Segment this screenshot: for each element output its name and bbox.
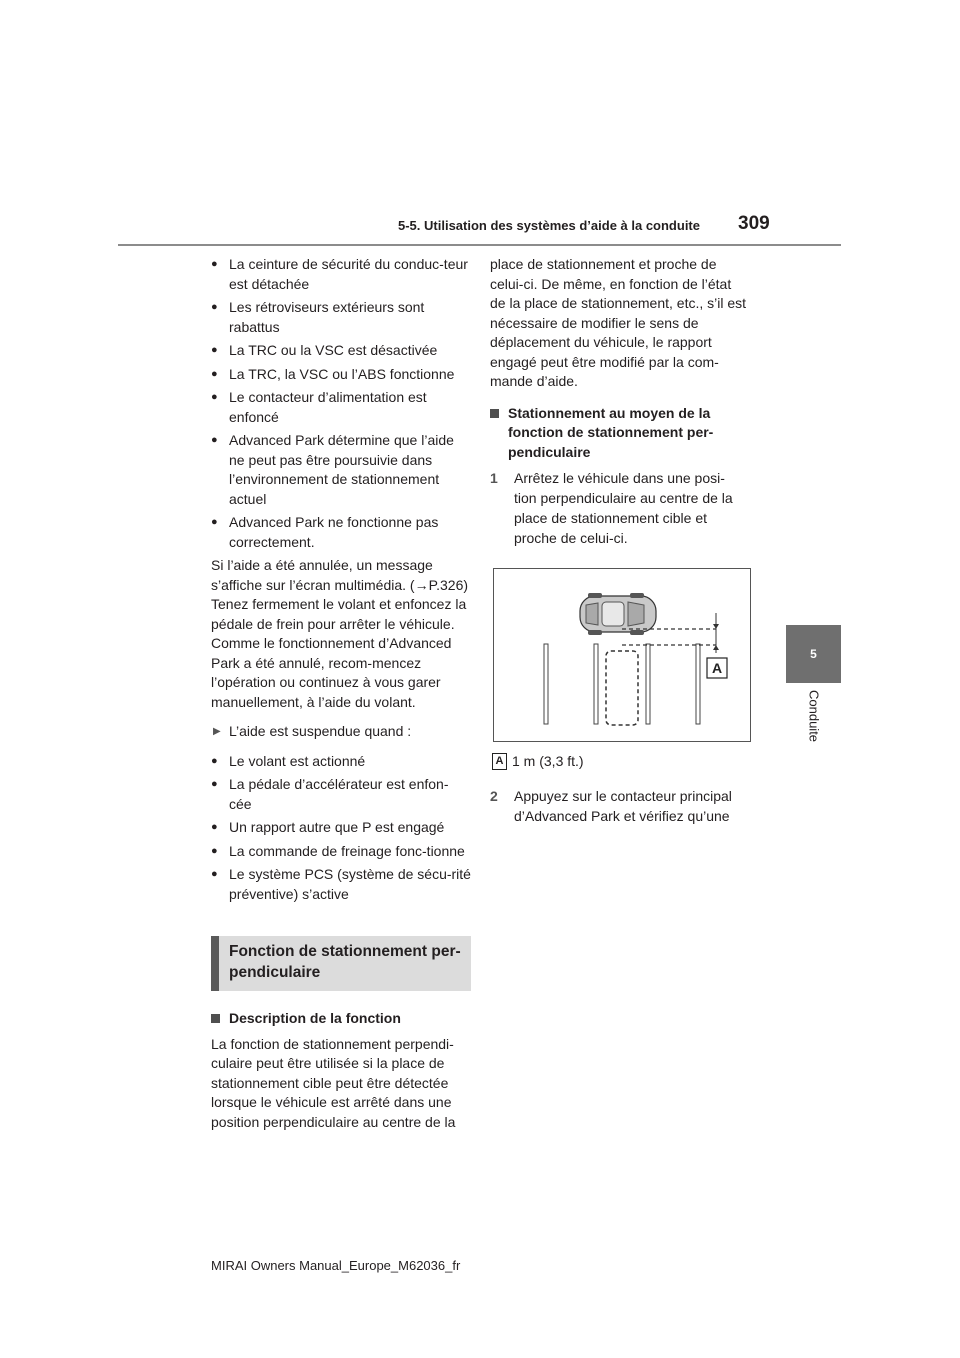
list-item: ● Le système PCS (système de sécu-rité préventive) s’active xyxy=(211,865,471,904)
parking-line xyxy=(594,644,598,724)
target-parking-space xyxy=(606,651,638,725)
step-line: Appuyez sur le contacteur principal xyxy=(514,787,732,804)
step-line: Arrêtez le véhicule dans une posi- xyxy=(514,470,725,486)
parking-diagram-svg xyxy=(494,569,750,741)
list-item: ● La commande de freinage fonc-tionne xyxy=(211,842,471,862)
suspend-heading-text: L’aide est suspendue quand : xyxy=(229,723,412,739)
list-item: ● Advanced Park ne fonctionne pas correctement. xyxy=(211,513,471,552)
step-1 xyxy=(490,468,750,548)
list-item: ● La TRC, la VSC ou l’ABS fonctionne xyxy=(211,365,471,385)
list-item: ● Le contacteur d’alimentation est enfoncé xyxy=(211,388,471,427)
parking-line xyxy=(544,644,548,724)
step-number: 1 xyxy=(490,470,498,486)
label-a: A xyxy=(711,660,723,676)
step-line: proche de celui-ci. xyxy=(514,530,628,546)
left-column xyxy=(211,255,471,1142)
chapter-label xyxy=(786,690,841,750)
chapter-label-text: Conduite xyxy=(806,690,821,743)
legend-text: 1 m (3,3 ft.) xyxy=(512,753,584,769)
arrow-up-icon xyxy=(713,645,719,650)
step-line: tion perpendiculaire au centre de la xyxy=(514,490,733,506)
legend-item xyxy=(490,752,750,772)
page-number: 309 xyxy=(738,213,770,234)
step-2 xyxy=(490,786,750,826)
triangle-right-icon: ▶ xyxy=(213,726,221,737)
cancel-paragraph: Si l’aide a été annulée, un message s’affiche sur l’écran multimédia. (→P.326) Tenez fermement le volant et enfoncez la pédale de frein pour arrêter le véhicule. Comme le fonctionnement d’Advanced Park a été annulé, recom-mencez l’opération ou continuez à vous garer manuellement, à l’aide du volant. xyxy=(211,557,469,710)
subheading-parking: Stationnement au moyen de la fonction de stationnement per-pendiculaire xyxy=(490,404,750,463)
description-paragraph: La fonction de stationnement perpendi-culaire peut être utilisée si la place de stationnement cible peut être détectée lorsque le véhicule est arrêté dans une position perpendiculaire au centre de la xyxy=(211,1035,456,1130)
chapter-tab[interactable]: 5 xyxy=(786,625,841,683)
list-item: ● Le volant est actionné xyxy=(211,752,471,772)
header-divider xyxy=(118,244,841,246)
step-number: 2 xyxy=(490,787,498,804)
subheading-description: Description de la fonction xyxy=(211,1009,471,1029)
continued-paragraph: place de stationnement et proche de celui-ci. De même, en fonction de l’état de la place de stationnement, etc., s’il est nécessaire de modifier le sens de déplacement du véhicule, le rapport engagé peut être modifié par la com-mande d’aide. xyxy=(490,256,747,389)
right-column xyxy=(490,255,750,836)
section-title: 5-5. Utilisation des systèmes d’aide à la conduite xyxy=(398,218,700,233)
parking-diagram xyxy=(493,568,751,742)
step-line: d’Advanced Park et vérifiez qu’une xyxy=(514,807,730,824)
arrow-down-icon xyxy=(713,624,719,629)
list-item: ● La ceinture de sécurité du conduc-teur est détachée xyxy=(211,255,471,294)
list-item: ● Les rétroviseurs extérieurs sont rabattus xyxy=(211,298,471,337)
list-item: ● La TRC ou la VSC est désactivée xyxy=(211,341,471,361)
parking-line xyxy=(646,644,650,724)
suspend-heading xyxy=(211,722,471,742)
list-item: ● Advanced Park détermine que l’aide ne peut pas être poursuivie dans l’environnement de stationnement actuel xyxy=(211,431,471,509)
list-item: ● La pédale d’accélérateur est enfon-cée xyxy=(211,775,471,814)
parking-line xyxy=(696,644,700,724)
step-line: place de stationnement cible et xyxy=(514,510,708,526)
list-item: ● Un rapport autre que P est engagé xyxy=(211,818,471,838)
footer-manual-name: MIRAI Owners Manual_Europe_M62036_fr xyxy=(211,1258,461,1273)
section-heading: Fonction de stationnement per-pendiculaire xyxy=(211,936,471,991)
legend-key: A xyxy=(492,753,507,770)
